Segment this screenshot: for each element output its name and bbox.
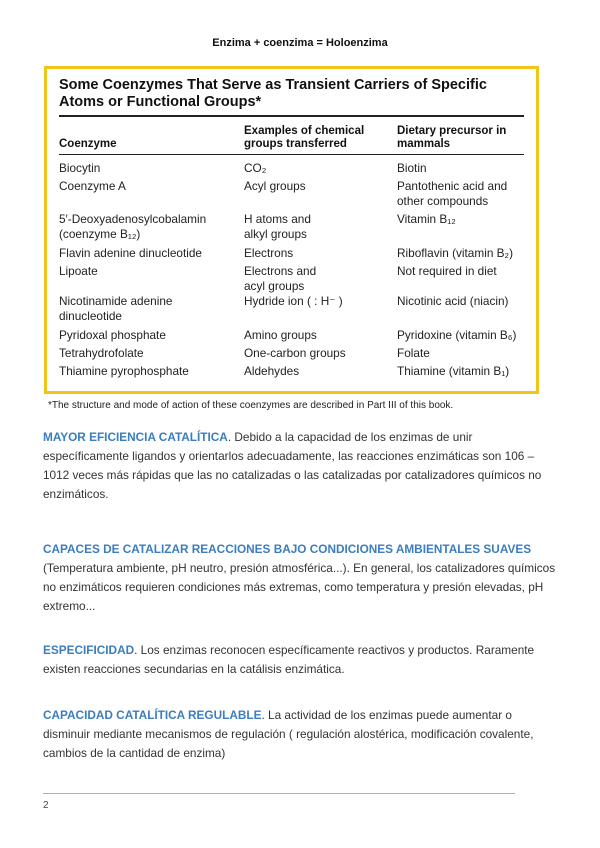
table-cell: Pyridoxal phosphate [59,328,166,342]
table-cell: Not required in diet [397,264,497,278]
table-cell: Flavin adenine dinucleotide [59,246,202,260]
table-cell: H atoms and alkyl groups [244,212,311,241]
table-cell: Biocytin [59,161,101,175]
table-cell: Electrons and acyl groups [244,264,317,293]
table-cell: Hydride ion ( : H⁻ ) [244,294,343,308]
table-cell: Biotin [397,161,427,175]
table-cell: Nicotinic acid (niacin) [397,294,509,308]
header-coenzyme: Coenzyme [59,138,117,150]
section-text: . La actividad de los enzimas puede aumentar o disminuir mediante mecanismos de regulación ( regulación alostérica, modificación covalente, cambios de la cantidad de enzima) [43,708,534,760]
table-cell: Nicotinamide adenine dinucleotide [59,294,173,323]
table-top-rule [59,115,524,117]
table-cell: Pyridoxine (vitamin B₆) [397,328,517,342]
table-cell: Thiamine pyrophosphate [59,364,189,378]
section-regulation [43,706,558,763]
table-footnote: *The structure and mode of action of these coenzymes are described in Part III of this book. [48,400,454,411]
table-cell: Tetrahydrofolate [59,346,144,360]
table-cell: Folate [397,346,430,360]
section-text: . Debido a la capacidad de los enzimas de unir específicamente ligandos y orientarlos adecuadamente, las reacciones enzimáticas son 106 – 1012 veces más rápidas que las no catalizadas o las catalizadas por catalizadores químicos no enzimáticos. [43,430,542,501]
section-text: (Temperatura ambiente, pH neutro, presión atmosférica...). En general, los catalizadores químicos no enzimáticos requieren condiciones más extremas, como temperatura y presión elevadas, pH extremo... [43,561,556,613]
section-specificity [43,641,558,679]
section-heading: CAPACES DE CATALIZAR REACCIONES BAJO CONDICIONES AMBIENTALES SUAVES [43,542,532,556]
table-header-rule [59,154,524,155]
section-text: . Los enzimas reconocen específicamente reactivos y productos. Raramente existen reacciones secundarias en la catálisis enzimática. [43,643,535,676]
page-title: Enzima + coenzima = Holoenzima [212,37,388,49]
table-cell: Aldehydes [244,364,300,378]
table-cell: Pantothenic acid and other compounds [397,179,508,208]
table-cell: 5′-Deoxyadenosylcobalamin (coenzyme B₁₂) [59,212,207,241]
table-title: Some Coenzymes That Serve as Transient Carriers of Specific Atoms or Functional Groups* [59,77,487,110]
section-mild-conditions [43,540,558,616]
table-cell: Vitamin B₁₂ [397,212,456,226]
table-cell: Riboflavin (vitamin B₂) [397,246,514,260]
header-precursor: Dietary precursor in mammals [397,125,507,150]
table-cell: Electrons [244,246,294,260]
section-heading: CAPACIDAD CATALÍTICA REGULABLE [43,708,262,722]
table-cell: One-carbon groups [244,346,346,360]
section-heading: MAYOR EFICIENCIA CATALÍTICA [43,430,228,444]
coenzyme-table-figure [44,66,539,394]
table-cell: Lipoate [59,264,98,278]
footer-divider [43,793,515,794]
section-heading: ESPECIFICIDAD [43,643,135,657]
table-cell: CO₂ [244,161,267,175]
section-efficiency [43,428,558,504]
table-cell: Acyl groups [244,179,306,193]
table-cell: Amino groups [244,328,317,342]
table-cell: Coenzyme A [59,179,126,193]
header-examples: Examples of chemical groups transferred [244,125,365,150]
page-number: 2 [43,800,49,811]
table-cell: Thiamine (vitamin B₁) [397,364,510,378]
